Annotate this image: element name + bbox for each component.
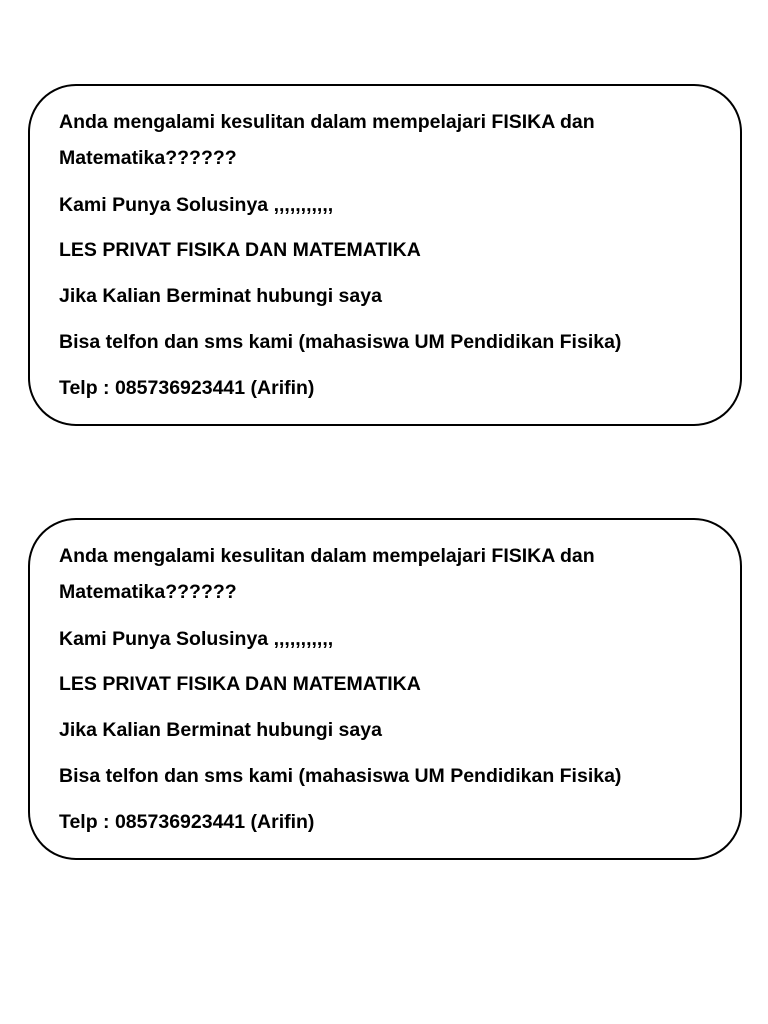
question-line: Anda mengalami kesulitan dalam mempelajari FISIKA dan (59, 545, 595, 567)
contact-info-line: Bisa telfon dan sms kami (mahasiswa UM Pendidikan Fisika) (59, 765, 622, 787)
phone-number-line: Telp : 085736923441 (Arifin) (59, 811, 315, 833)
question-line: Anda mengalami kesulitan dalam mempelajari FISIKA dan (59, 111, 595, 133)
solution-line: Kami Punya Solusinya ,,,,,,,,,,, (59, 194, 334, 216)
solution-line: Kami Punya Solusinya ,,,,,,,,,,, (59, 628, 334, 650)
contact-info-line: Bisa telfon dan sms kami (mahasiswa UM Pendidikan Fisika) (59, 331, 622, 353)
service-title: LES PRIVAT FISIKA DAN MATEMATIKA (59, 239, 421, 261)
question-line-continued: Matematika?????? (59, 581, 237, 603)
question-line-continued: Matematika?????? (59, 147, 237, 169)
interest-line: Jika Kalian Berminat hubungi saya (59, 719, 382, 741)
service-title: LES PRIVAT FISIKA DAN MATEMATIKA (59, 673, 421, 695)
phone-number-line: Telp : 085736923441 (Arifin) (59, 377, 315, 399)
flyer-card-2 (28, 518, 742, 860)
flyer-card-1 (28, 84, 742, 426)
interest-line: Jika Kalian Berminat hubungi saya (59, 285, 382, 307)
